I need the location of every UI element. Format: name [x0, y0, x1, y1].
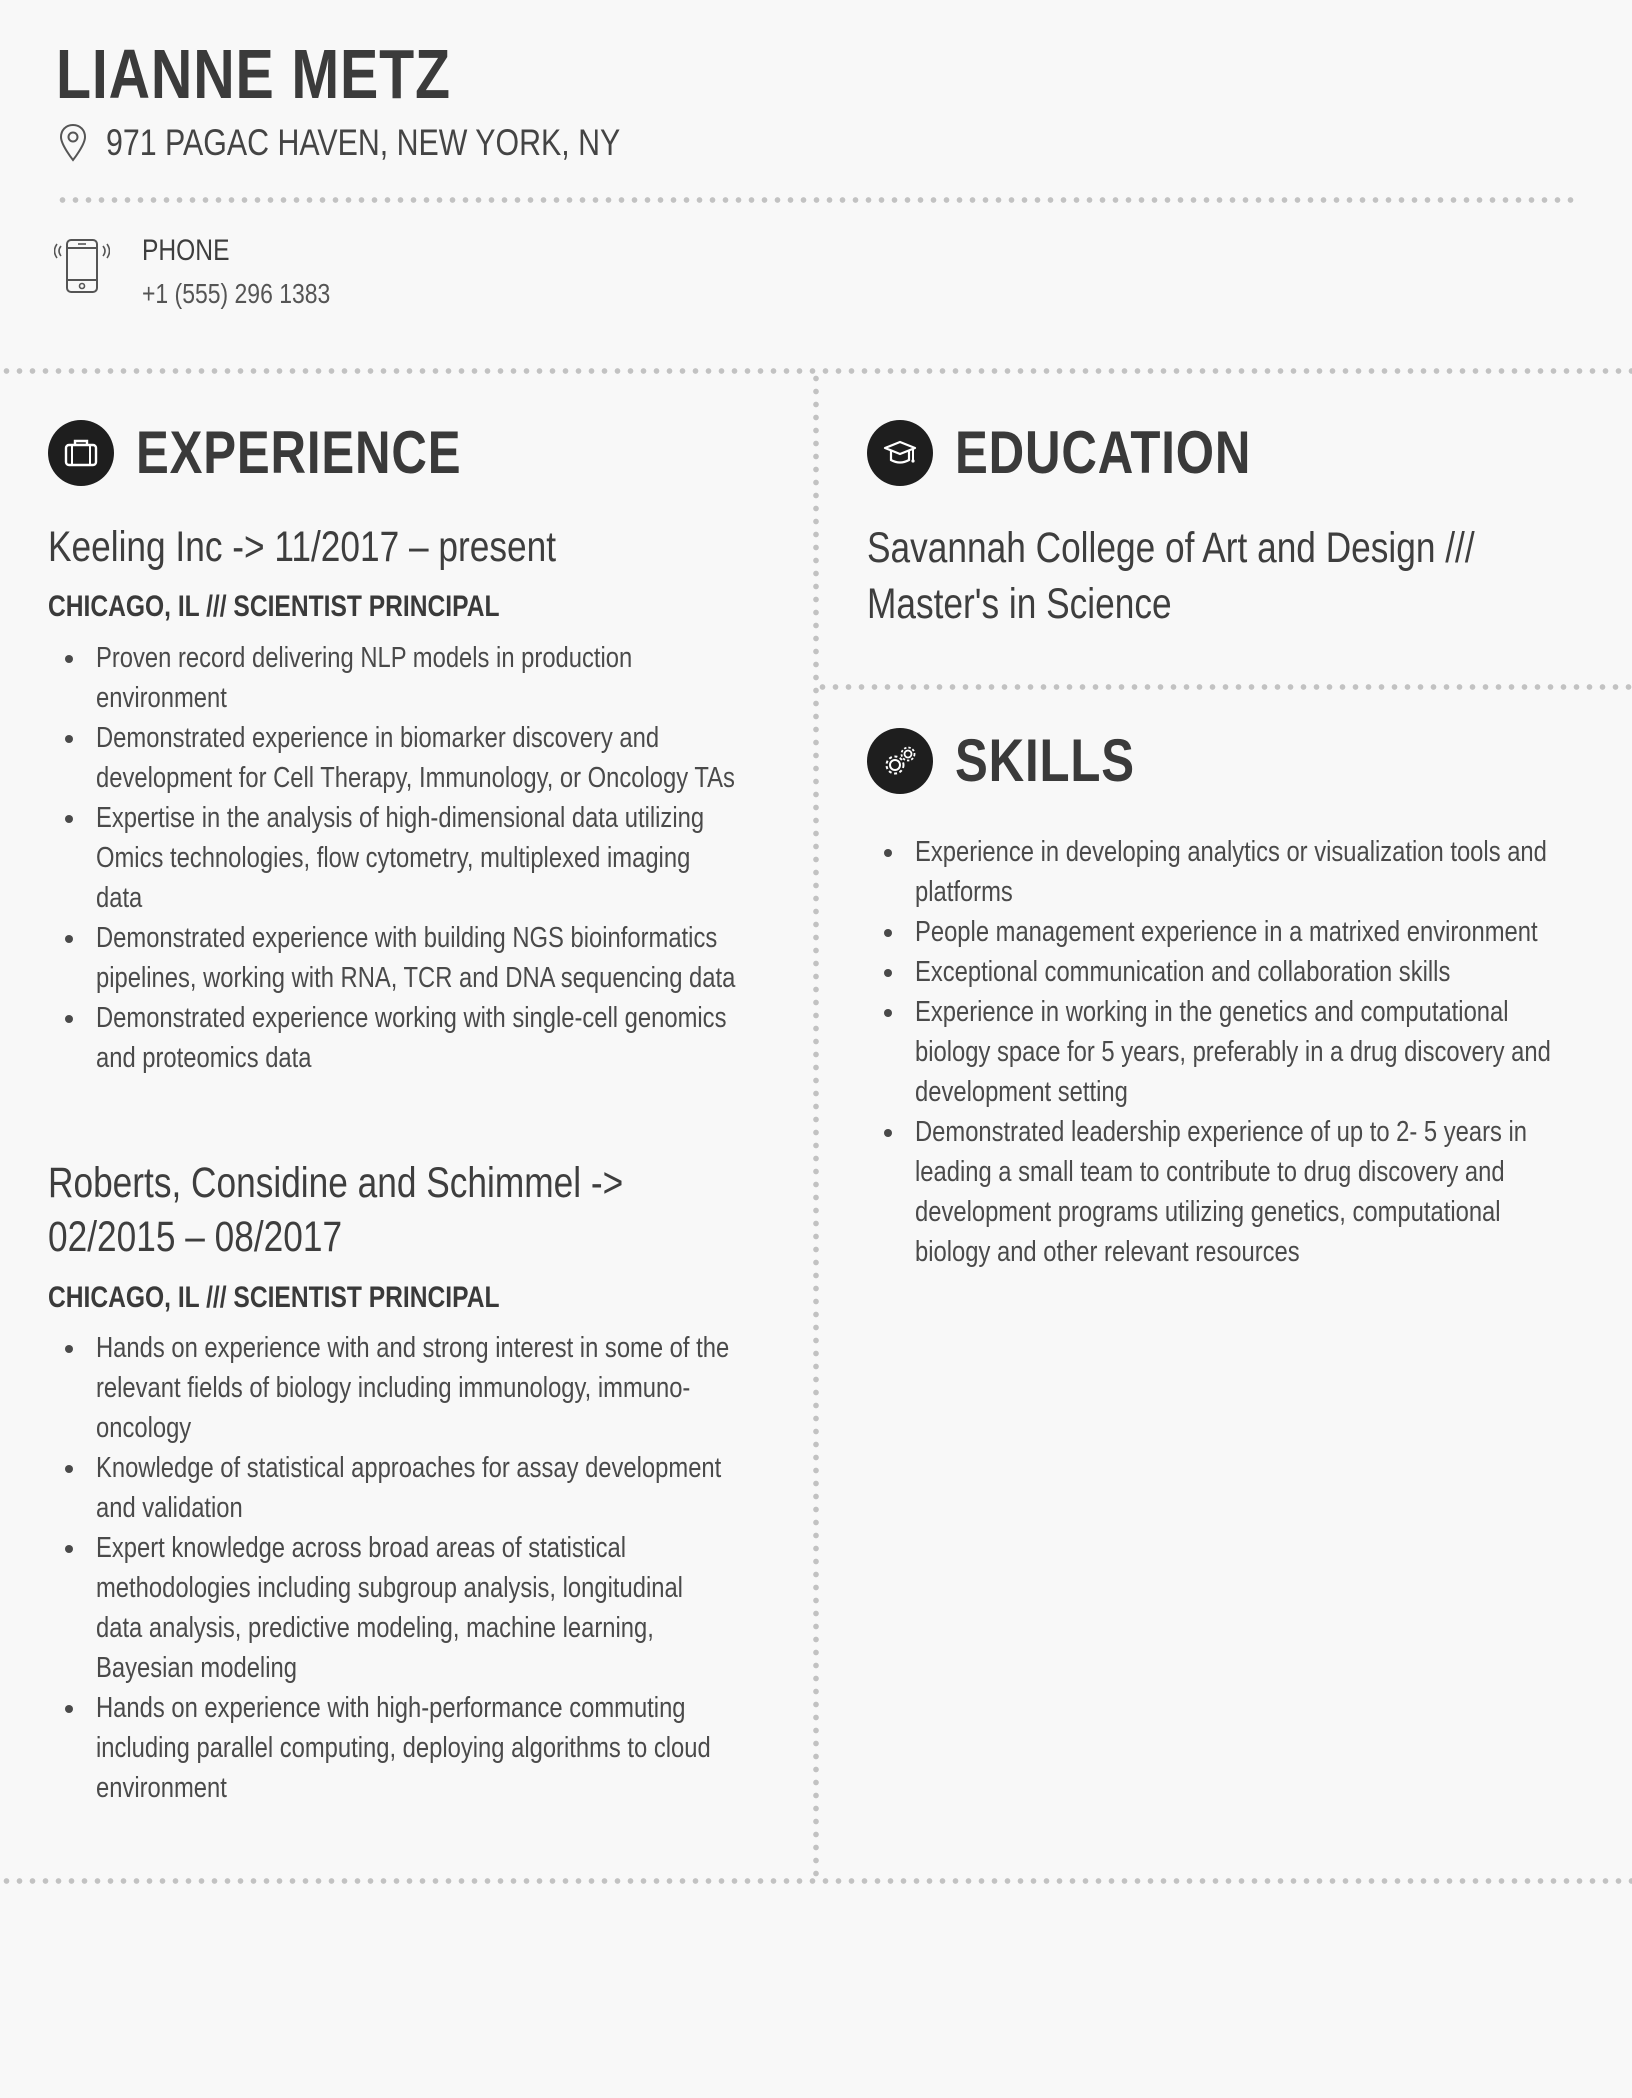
- skills-bullets: [867, 832, 1632, 1272]
- phone-icon: [54, 234, 110, 300]
- bullet-item: Proven record delivering NLP models in production environment: [48, 638, 876, 718]
- bullet-item: Hands on experience with high-performance commuting including parallel computing, deploying algorithms to cloud environment: [48, 1688, 868, 1808]
- graduation-cap-icon: [867, 420, 933, 486]
- bullet-item: Expert knowledge across broad areas of statistical methodologies including subgroup analysis, longitudinal data analysis, predictive modeling, machine learning, Bayesian modeling: [48, 1528, 868, 1688]
- bullet-item: Expertise in the analysis of high-dimensional data utilizing Omics technologies, flow cytometry, multiplexed imaging data: [48, 798, 876, 918]
- section-divider-bottom: [0, 1878, 1632, 1884]
- bullet-item: Exceptional communication and collaboration skills: [867, 952, 1632, 992]
- job-meta: CHICAGO, IL /// SCIENTIST PRINCIPAL: [48, 590, 500, 623]
- phone-value: +1 (555) 296 1383: [142, 278, 331, 309]
- bullet-item: Demonstrated experience working with single-cell genomics and proteomics data: [48, 998, 876, 1078]
- bullet-item: Demonstrated leadership experience of up to 2- 5 years in leading a small team to contribute to drug discovery and development programs utilizing genetics, computational biology and other relevant resources: [867, 1112, 1632, 1272]
- bullet-item: Demonstrated experience in biomarker discovery and development for Cell Therapy, Immunology, or Oncology TAs: [48, 718, 876, 798]
- experience-title: EXPERIENCE: [136, 419, 462, 486]
- job-heading: Roberts, Considine and Schimmel -> 02/2015 – 08/2017: [48, 1159, 624, 1261]
- job-bullets: [48, 1328, 868, 1808]
- gears-icon: [867, 728, 933, 794]
- header-divider: [56, 197, 1580, 203]
- experience-heading: [48, 418, 533, 487]
- bullet-item: Experience in working in the genetics and computational biology space for 5 years, preferably in a drug discovery and development setting: [867, 992, 1632, 1112]
- location-pin-icon: [58, 123, 88, 163]
- education-skills-divider: [816, 684, 1632, 690]
- education-title: EDUCATION: [955, 419, 1252, 486]
- education-entry: Savannah College of Art and Design /// Master's in Science: [867, 524, 1475, 628]
- bullet-item: Demonstrated experience with building NGS bioinformatics pipelines, working with RNA, TCR and DNA sequencing data: [48, 918, 876, 998]
- address: 971 PAGAC HAVEN, NEW YORK, NY: [106, 122, 621, 163]
- address-row: [58, 118, 733, 168]
- skills-heading: [867, 726, 1174, 795]
- job-bullets: [48, 638, 876, 1078]
- bullet-item: Experience in developing analytics or visualization tools and platforms: [867, 832, 1632, 912]
- job-heading: Keeling Inc -> 11/2017 – present: [48, 523, 557, 571]
- phone-label: PHONE: [142, 234, 230, 267]
- candidate-name: LIANNE METZ: [56, 35, 451, 113]
- bullet-item: Knowledge of statistical approaches for assay development and validation: [48, 1448, 868, 1528]
- phone-block: [54, 234, 372, 310]
- bullet-item: People management experience in a matrixed environment: [867, 912, 1632, 952]
- bullet-item: Hands on experience with and strong interest in some of the relevant fields of biology including immunology, immuno- oncology: [48, 1328, 868, 1448]
- briefcase-icon: [48, 420, 114, 486]
- job-meta: CHICAGO, IL /// SCIENTIST PRINCIPAL: [48, 1281, 500, 1314]
- skills-title: SKILLS: [955, 727, 1135, 794]
- education-heading: [867, 418, 1316, 487]
